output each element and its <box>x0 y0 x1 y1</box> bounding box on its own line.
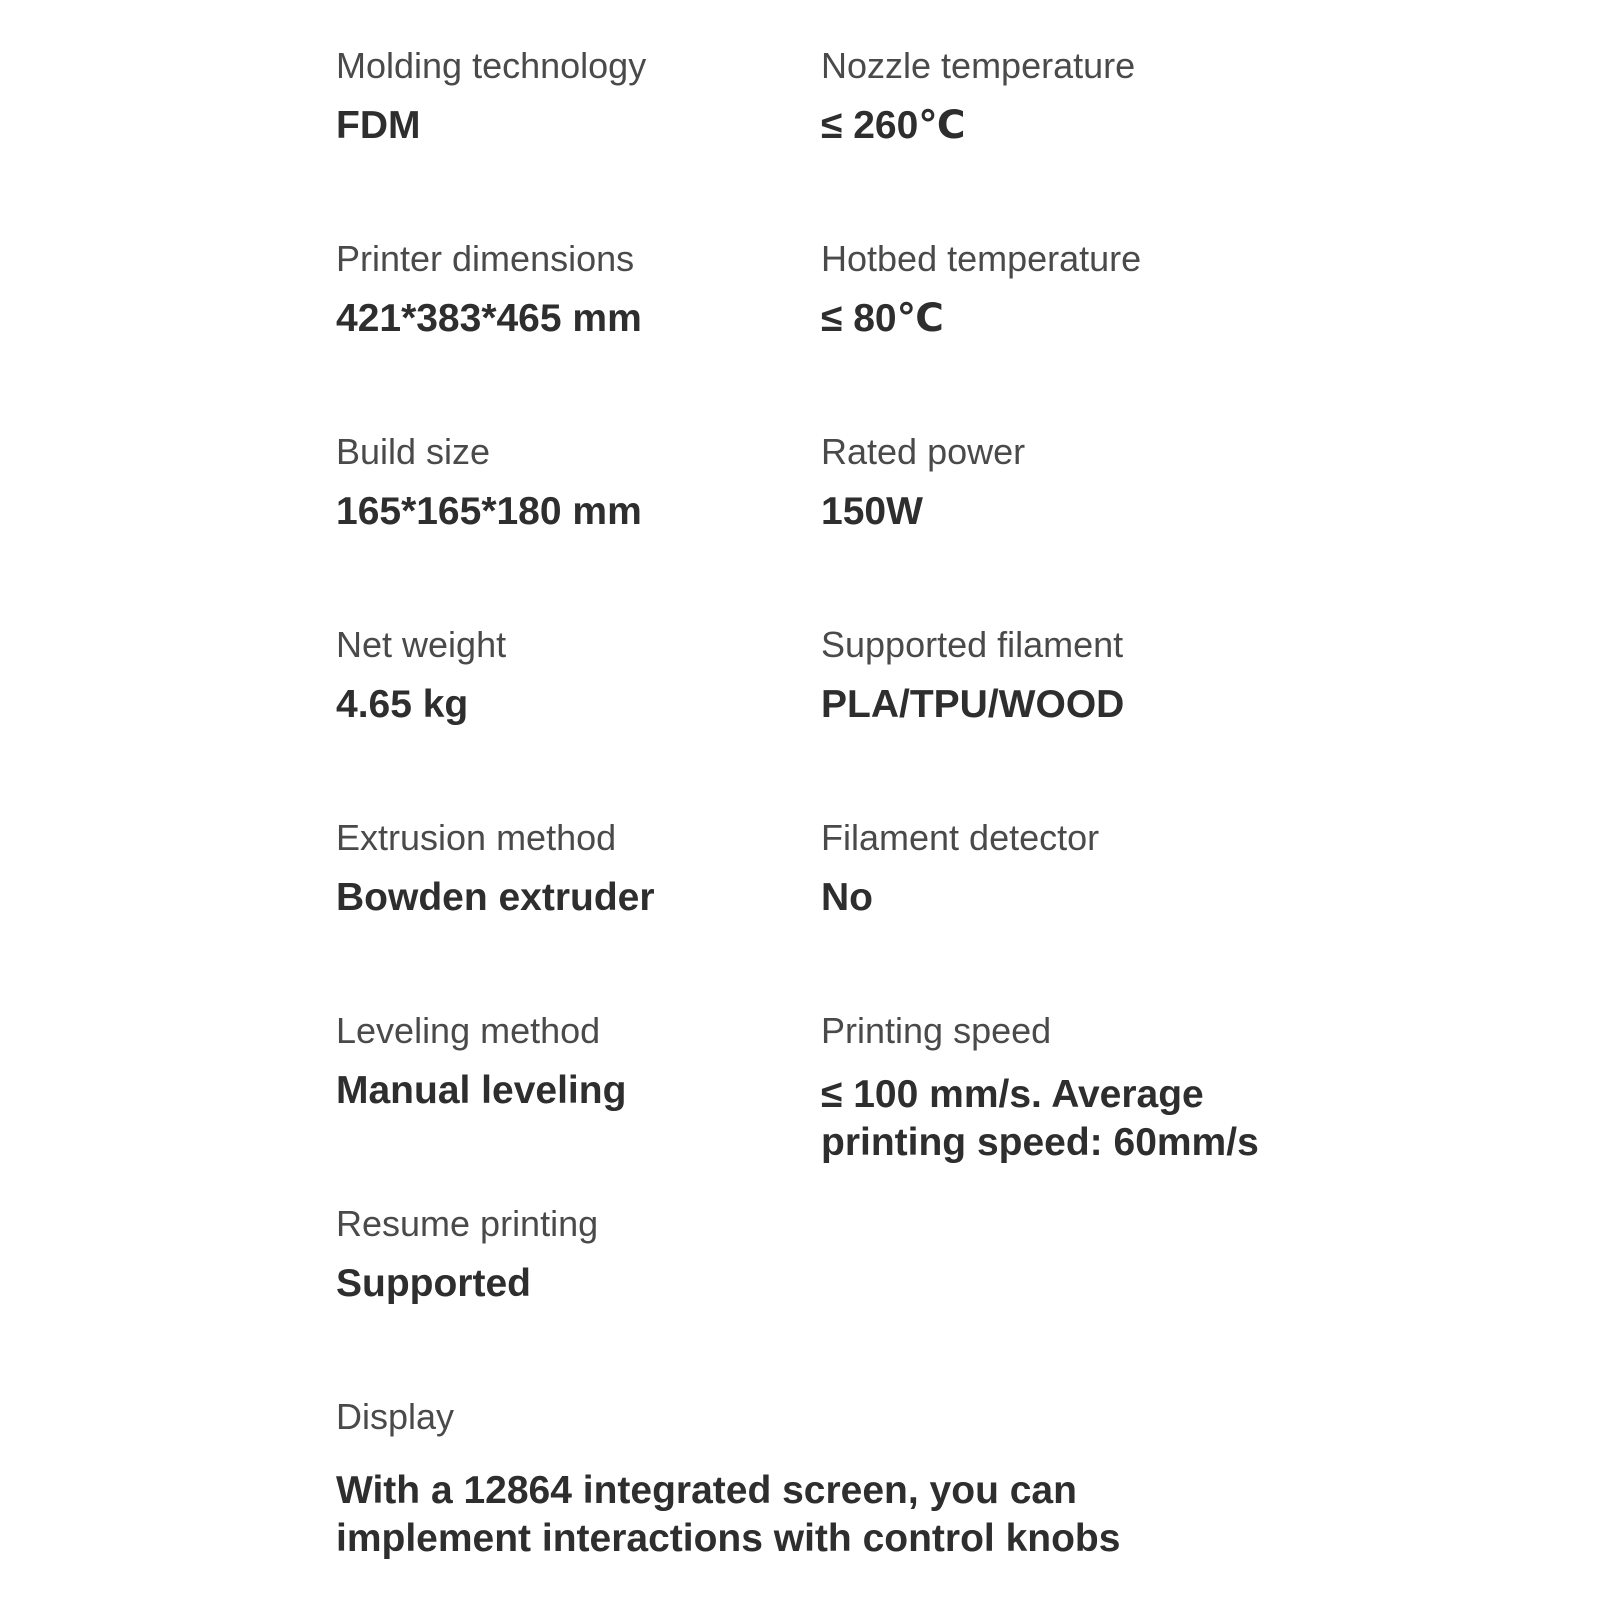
spec-value: Manual leveling <box>336 1069 627 1112</box>
spec-hotbed-temperature <box>821 237 1141 343</box>
spec-value: 4.65 kg <box>336 683 469 726</box>
spec-molding-technology <box>336 44 646 150</box>
spec-value: PLA/TPU/WOOD <box>821 683 1125 726</box>
spec-printing-speed <box>821 1009 1341 1167</box>
spec-rated-power <box>821 430 1025 536</box>
spec-label: Resume printing <box>336 1203 599 1244</box>
spec-label: Rated power <box>821 431 1026 472</box>
spec-leveling-method <box>336 1009 626 1115</box>
spec-value: ≤ 80℃ <box>821 297 944 340</box>
spec-resume-printing <box>336 1202 598 1308</box>
spec-label: Leveling method <box>336 1010 601 1051</box>
spec-net-weight <box>336 623 506 729</box>
spec-label: Molding technology <box>336 45 647 86</box>
spec-value: 421*383*465 mm <box>336 297 642 340</box>
spec-value: ≤ 100 mm/s. Average printing speed: 60mm/s <box>821 1073 1259 1164</box>
spec-label: Nozzle temperature <box>821 45 1136 86</box>
spec-label: Printer dimensions <box>336 238 635 279</box>
spec-nozzle-temperature <box>821 44 1135 150</box>
spec-build-size <box>336 430 642 536</box>
spec-label: Display <box>336 1396 455 1437</box>
spec-label: Net weight <box>336 624 507 665</box>
spec-filament-detector <box>821 816 1099 922</box>
spec-label: Hotbed temperature <box>821 238 1142 279</box>
spec-value: 165*165*180 mm <box>336 490 642 533</box>
spec-label: Printing speed <box>821 1010 1052 1051</box>
spec-label: Extrusion method <box>336 817 617 858</box>
spec-label: Filament detector <box>821 817 1100 858</box>
spec-printer-dimensions <box>336 237 642 343</box>
spec-value: FDM <box>336 104 421 147</box>
spec-value: Supported <box>336 1262 531 1305</box>
spec-extrusion-method <box>336 816 655 922</box>
spec-value: 150W <box>821 490 923 533</box>
spec-value: With a 12864 integrated screen, you can implement interactions with control knobs <box>336 1469 1121 1560</box>
spec-label: Build size <box>336 431 491 472</box>
spec-value: No <box>821 876 873 919</box>
spec-display <box>336 1395 1236 1563</box>
spec-value: ≤ 260℃ <box>821 104 966 147</box>
spec-label: Supported filament <box>821 624 1124 665</box>
spec-supported-filament <box>821 623 1124 729</box>
spec-value: Bowden extruder <box>336 876 655 919</box>
